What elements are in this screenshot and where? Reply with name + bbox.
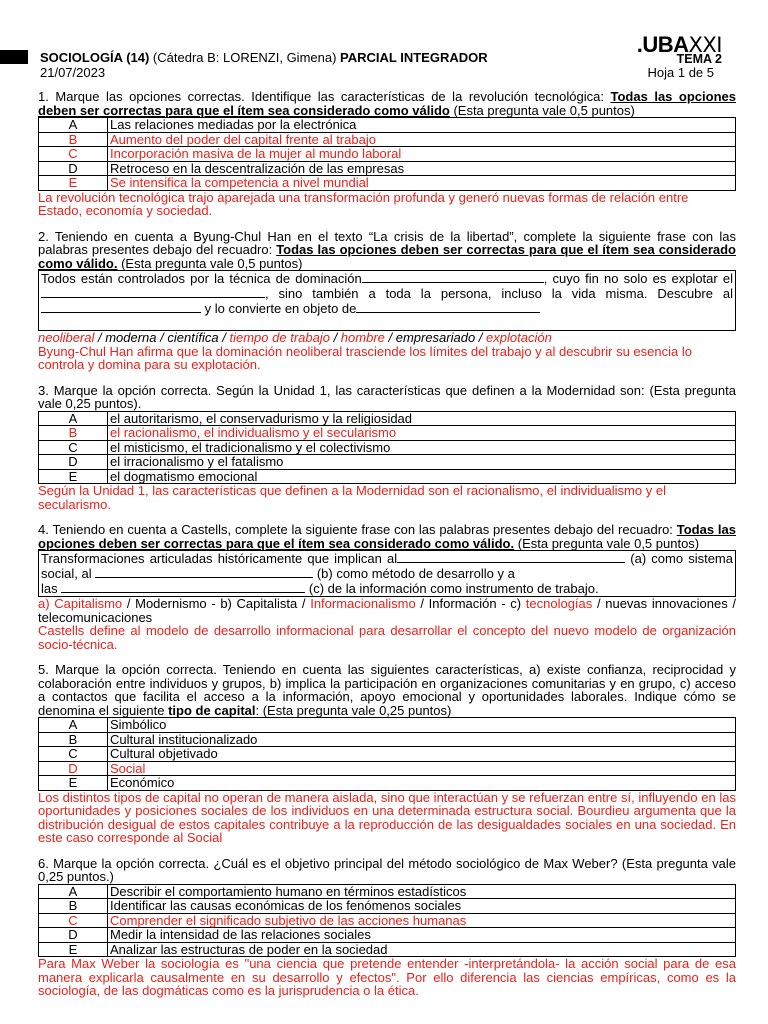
exam-content bbox=[38, 90, 736, 1010]
option-row[interactable]: B el racionalismo, el individualismo y el secularismo bbox=[39, 426, 736, 441]
blank-c[interactable] bbox=[61, 581, 305, 593]
option-row[interactable]: C Incorporación masiva de la mujer al mundo laboral bbox=[39, 147, 736, 162]
option-row[interactable]: C Cultural objetivado bbox=[39, 747, 736, 762]
blank-4[interactable] bbox=[356, 301, 540, 313]
blank-3[interactable] bbox=[41, 301, 201, 313]
question-4-word-bank: a) Capitalismo / Modernismo - b) Capitalista / Informacionalismo / Información - c) tecnologías / nuevas innovaciones / telecomunicaciones bbox=[38, 596, 737, 625]
question-3-answer: Según la Unidad 1, las características que definen a la Modernidad son el racionalismo, el individualismo y el secularismo. bbox=[38, 483, 666, 512]
blank-a[interactable] bbox=[397, 551, 625, 563]
tema-label: TEMA 2 bbox=[676, 52, 722, 66]
question-3 bbox=[38, 384, 736, 512]
question-3-options bbox=[38, 411, 736, 485]
question-1-answer: La revolución tecnológica trajo aparejada una transformación profunda y generó nuevas formas de relación entre Estado, economía y sociedad. bbox=[38, 189, 689, 218]
question-1 bbox=[38, 90, 736, 218]
question-4-fill-box: Transformaciones articuladas históricamente que implican al (a) como sistema social, al (b) como método de desarrollo y a las (c) de la información como instrumento de trabajo. bbox=[38, 550, 736, 597]
option-row[interactable]: E Analizar las estructuras de poder en la sociedad bbox=[39, 942, 736, 957]
question-2-word-bank: neoliberal / moderna / científica / tiempo de trabajo / hombre / empresariado / explotación bbox=[38, 330, 552, 345]
question-6-options bbox=[38, 884, 736, 958]
header-title-line bbox=[40, 50, 488, 65]
option-row[interactable]: B Cultural institucionalizado bbox=[39, 732, 736, 747]
question-2 bbox=[38, 230, 736, 372]
question-2-prompt: 2. Teniendo en cuenta a Byung-Chul Han en el texto “La crisis de la libertad”, complete la siguiente frase con las palabras presentes debajo del recuadro: Todas las opciones deben ser correctas para que el ítem sea considerado como válido. (Esta pregunta vale 0,5 puntos) bbox=[38, 228, 736, 271]
question-1-options bbox=[38, 117, 736, 191]
question-5-options bbox=[38, 717, 736, 791]
option-row[interactable]: C el misticismo, el tradicionalismo y el colectivismo bbox=[39, 440, 736, 455]
question-4 bbox=[38, 523, 736, 651]
option-row[interactable]: D Social bbox=[39, 761, 736, 776]
option-row[interactable]: D el irracionalismo y el fatalismo bbox=[39, 455, 736, 470]
option-row[interactable]: D Medir la intensidad de las relaciones sociales bbox=[39, 928, 736, 943]
catedra: (Cátedra B: LORENZI, Gimena) bbox=[149, 50, 341, 65]
exam-type: PARCIAL INTEGRADOR bbox=[340, 50, 488, 65]
blank-1[interactable] bbox=[362, 271, 544, 283]
page-indicator: Hoja 1 de 5 bbox=[647, 65, 714, 80]
question-4-answer: Castells define al modelo de desarrollo informacional para desarrollar el concepto del nuevo modelo de organización socio-técnica. bbox=[38, 623, 736, 652]
option-row[interactable]: A Las relaciones mediadas por la electrónica bbox=[39, 118, 736, 133]
question-6-answer: Para Max Weber la sociología es "una ciencia que pretende entender -interpretándola- la acción social para de esa manera explicarla causalmente en su desarrollo y efectos". Por ello diferencia las ciencias empíricas, como es la sociología, de las dogmáticas como es la jurisprudencia o la ética. bbox=[38, 956, 736, 998]
question-4-prompt: 4. Teniendo en cuenta a Castells, complete la siguiente frase con las palabras presentes debajo del recuadro: Todas las opciones deben ser correctas para que el ítem sea considerado como válido. (Esta pregunta vale 0,5 puntos) bbox=[38, 522, 736, 551]
option-row[interactable]: A el autoritarismo, el conservadurismo y la religiosidad bbox=[39, 411, 736, 426]
option-row[interactable]: A Describir el comportamiento humano en términos estadísticos bbox=[39, 884, 736, 899]
option-row[interactable]: B Aumento del poder del capital frente al trabajo bbox=[39, 132, 736, 147]
option-row[interactable]: D Retroceso en la descentralización de las empresas bbox=[39, 161, 736, 176]
question-3-prompt: 3. Marque la opción correcta. Según la Unidad 1, las características que definen a la Modernidad son: (Esta pregunta vale 0,25 puntos). bbox=[38, 382, 736, 411]
option-row[interactable]: E Se intensifica la competencia a nivel mundial bbox=[39, 176, 736, 191]
exam-date: 21/07/2023 bbox=[40, 65, 106, 80]
option-row[interactable]: E Económico bbox=[39, 776, 736, 791]
option-row[interactable]: C Comprender el significado subjetivo de las acciones humanas bbox=[39, 913, 736, 928]
subject: SOCIOLOGÍA (14) bbox=[40, 50, 150, 65]
exam-header bbox=[40, 50, 488, 80]
question-6 bbox=[38, 857, 736, 998]
option-row[interactable]: E el dogmatismo emocional bbox=[39, 469, 736, 484]
question-2-answer: Byung-Chul Han afirma que la dominación neoliberal trasciende los límites del trabajo y al descubrir su esencia lo controla y domina para su explotación. bbox=[38, 343, 692, 372]
uba-xxi-logo: .UBAXXI bbox=[636, 32, 722, 57]
question-5-answer: Los distintos tipos de capital no operan de manera aislada, sino que interactúan y se refuerzan entre sí, influyendo en las oportunidades y posiciones sociales de los individuos en una determinada estructura social. Bourdieu argumenta que la distribución desigual de estos capitales contribuye a la reproducción de las desigualdades sociales en una sociedad. En este caso corresponde al Social bbox=[38, 789, 736, 845]
question-1-prompt: 1. Marque las opciones correctas. Identifique las características de la revolución tecnológica: Todas las opciones deben ser correctas para que el ítem sea considerado como válido (Esta pregunta vale 0,5 puntos) bbox=[38, 89, 736, 118]
question-5-prompt: 5. Marque la opción correcta. Teniendo en cuenta las siguientes características, a) existe confianza, reciprocidad y colaboración entre individuos y grupos, b) implica la participación en organizaciones comunitarias y en grupo, c) acceso a contactos que facilita el acceso a la información, apoyo emocional y oportunidades laborales. Indique cómo se denomina el siguiente tipo de capital: (Esta pregunta vale 0,25 puntos) bbox=[38, 662, 736, 718]
option-row[interactable]: B Identificar las causas económicas de los fenómenos sociales bbox=[39, 899, 736, 914]
question-5 bbox=[38, 663, 736, 845]
blank-b[interactable] bbox=[95, 566, 313, 578]
question-6-prompt: 6. Marque la opción correcta. ¿Cuál es el objetivo principal del método sociológico de Max Weber? (Esta pregunta vale 0,25 puntos.) bbox=[38, 855, 736, 884]
black-bar-decoration bbox=[0, 50, 28, 64]
question-2-fill-box: Todos están controlados por la técnica de dominación , cuyo fin no solo es explotar el , sino también a toda la persona, incluso la vida misma. Descubre al y lo convierte en objeto de bbox=[38, 270, 736, 331]
option-row[interactable]: A Simbólico bbox=[39, 718, 736, 733]
blank-2[interactable] bbox=[41, 286, 265, 298]
